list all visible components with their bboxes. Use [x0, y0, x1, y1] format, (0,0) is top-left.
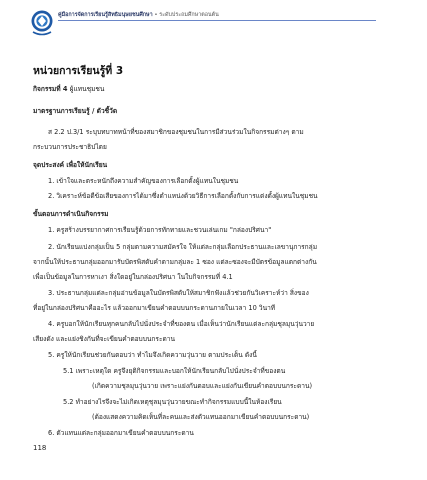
step-sub-line: (ต้องแสดงความคิดเห็นที่ละคนและส่งตัวแทนออกมาเขียนคำตอบบนกระดาน): [92, 413, 310, 421]
step-line: 6. ตัวแทนแต่ละกลุ่มออกมาเขียนคำตอบบนกระดาน: [48, 429, 194, 437]
step-line: เพื่อเป็นข้อมูลในการหาเงา สิ่งใดอยู่ในกล่องปริศนา ในใบกิจกรรมที่ 4.1: [33, 273, 233, 281]
step-sub-line: 5.2 ทำอย่างไรจึงจะไม่เกิดเหตุชุลมุนวุ่นวายขณะทำกิจกรรมแบบนี้ในห้องเรียน: [63, 398, 282, 406]
step-line: 3. ประธานกลุ่มแต่ละกลุ่มอ่านข้อมูลในบัตรพิสดับให้สมาชิกฟังแล้วช่วยกันวิเคราะห์ว่า สิ่งของ: [48, 289, 309, 297]
activity-name: ผู้แทนชุมชน: [69, 85, 105, 93]
step-line: 5. ครูให้นักเรียนช่วยกันตอบว่า ทำไมจึงเกิดความวุ่นวาย ตามประเด็น ดังนี้: [48, 351, 257, 359]
step-line: 4. ครูบอกให้นักเรียนทุกคนกลับไปนั่งประจำที่ของตน เมื่อเห็นว่านักเรียนแต่ละกลุ่มชุลมุนวุ่นวาย: [48, 320, 315, 328]
unit-title: หน่วยการเรียนรู้ที่ 3: [33, 65, 124, 77]
header-title: [58, 11, 219, 19]
header-subtitle: • ระดับประถมศึกษาตอนต้น: [154, 12, 219, 18]
step-sub-line: 5.1 เพราะเหตุใด ครูจึงยุติกิจกรรมและบอกให้นักเรียนกลับไปนั่งประจำที่ของตน: [63, 367, 286, 375]
objectives-heading: จุดประสงค์ เพื่อให้นักเรียน: [33, 161, 108, 169]
standard-heading: มาตรฐานการเรียนรู้ / ตัวชี้วัด: [33, 107, 118, 115]
step-line: เสียงดัง และแย่งชิงกันที่จะเขียนคำตอบบนกระดาน: [33, 335, 176, 343]
standard-line-1: ส 2.2 ป.3/1 ระบุบทบาทหน้าที่ของสมาชิกของชุมชนในการมีส่วนร่วมในกิจกรรมต่างๆ ตาม: [48, 128, 304, 136]
step-sub-line: (เกิดความชุลมุนวุ่นวาย เพราะแย่งกันตอบและแย่งกันเขียนคำตอบบนกระดาน): [92, 382, 313, 390]
step-line: 2. นักเรียนแบ่งกลุ่มเป็น 5 กลุ่มตามความสมัครใจ ให้แต่ละกลุ่มเลือกประธานและเลขานุการกลุ่ม: [48, 243, 318, 251]
standard-line-2: กระบวนการประชาธิปไตย: [33, 143, 107, 151]
header-rule: [58, 20, 376, 21]
step-line: ที่อยู่ในกล่องปริศนาคืออะไร แล้วออกมาเขียนคำตอบบนกระดานภายในเวลา 10 วินาที: [33, 304, 276, 312]
steps-heading: ขั้นตอนการดำเนินกิจกรรม: [33, 210, 109, 218]
activity-label: กิจกรรมที่ 4: [33, 85, 68, 93]
objective-item: 2. วิเคราะห์ข้อดีข้อเสียของการได้มาซึ่งตำแหน่งด้วยวิธีการเลือกตั้งกับการแต่งตั้งผู้แทนในชุมชน: [48, 192, 318, 200]
objective-item: 1. เข้าใจและตระหนักถึงความสำคัญของการเลือกตั้งผู้แทนในชุมชน: [48, 177, 239, 185]
organization-logo-icon: [30, 8, 54, 38]
step-line: จากนั้นให้ประธานกลุ่มออกมารับบัตรพิสดับคำตามกลุ่มละ 1 ซอง แต่ละซองจะมีบัตรข้อมูลแตกต่างกัน: [33, 258, 317, 266]
activity-line: [33, 83, 104, 94]
step-line: 1. ครูสร้างบรรยากาศการเรียนรู้ด้วยการทักทายและชวนเล่นเกม "กล่องปริศนา": [48, 226, 272, 234]
page-number: 118: [33, 444, 47, 452]
header-title-text: คู่มือการจัดการเรียนรู้สิทธิมนุษยชนศึกษา: [58, 12, 153, 18]
